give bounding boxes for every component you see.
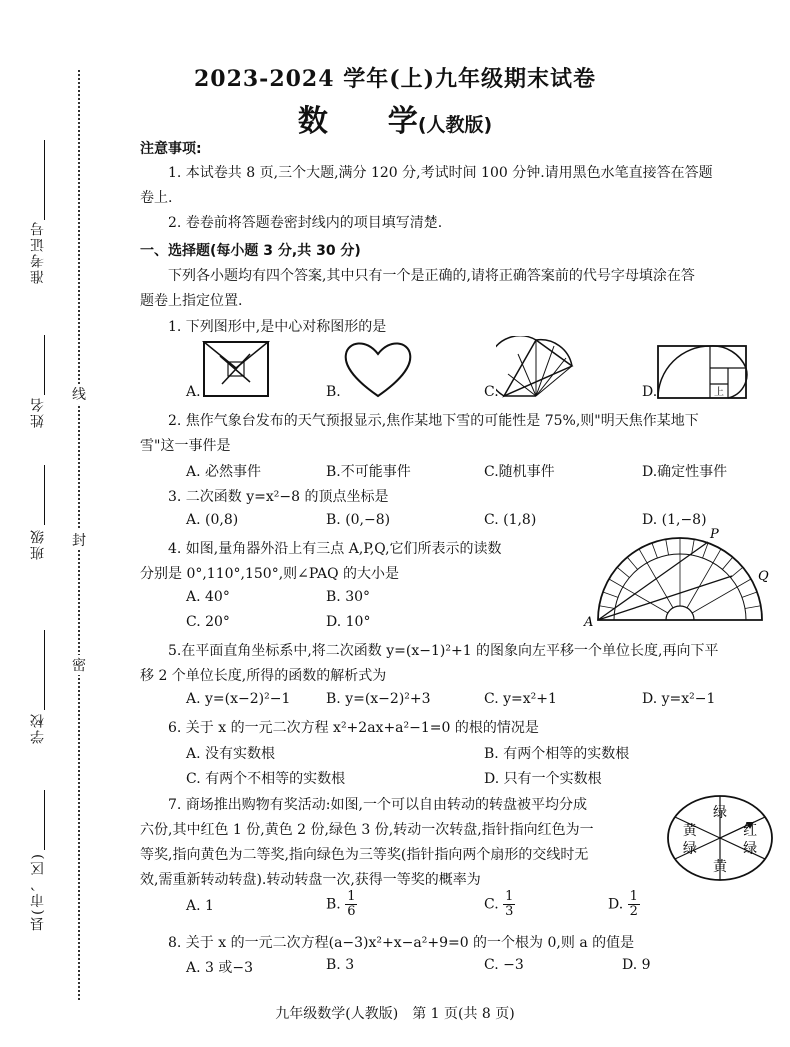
q7-spinner-figure (664, 792, 776, 884)
frac-den: 6 (347, 904, 356, 919)
q3-option-a: A. (0,8) (186, 512, 239, 528)
q1-figure-a (200, 340, 272, 398)
exam-no-label: 准考证号 (30, 220, 46, 284)
q2-option-c: C.随机事件 (484, 464, 555, 480)
q4-option-d: D. 10° (326, 614, 371, 630)
q4-option-b: B. 30° (326, 589, 371, 605)
q5-option-c: C. y=x²+1 (484, 691, 557, 707)
q2-stem-b: 雪"这一事件是 (140, 438, 231, 454)
q4-option-a: A. 40° (186, 589, 230, 605)
q6-option-b: B. 有两个相等的实数根 (484, 746, 630, 762)
q2-option-a: A. 必然事件 (186, 464, 262, 480)
q2-option-d: D.确定性事件 (642, 464, 728, 480)
seal-char-feng: 封 (70, 530, 88, 550)
q1-d-inner-label: 上 (714, 387, 724, 398)
q7-stem-c: 等奖,指向黄色为二等奖,指向绿色为三等奖(指针指向两个扇形的交线时无 (140, 847, 589, 863)
q8-option-a: A. 3 或−3 (186, 960, 254, 976)
spinner-sector-label: 黄 (682, 822, 697, 839)
protractor-tick (742, 592, 757, 597)
q6-stem: 6. 关于 x 的一元二次方程 x²+2ax+a²−1=0 的根的情况是 (168, 720, 539, 736)
frac-den: 2 (629, 904, 638, 919)
q6-option-d: D. 只有一个实数根 (484, 771, 602, 787)
spinner-sector-label: 绿 (682, 841, 697, 858)
q7-stem-a: 7. 商场推出购物有奖活动:如图,一个可以自由转动的转盘被平均分成 (168, 797, 587, 813)
protractor-tick (731, 567, 743, 577)
q7-option-d-letter: D. (608, 896, 624, 913)
q7-option-b-fraction (345, 890, 357, 919)
exam-no-blank (44, 140, 45, 220)
q7-option-d-fraction (628, 890, 640, 919)
q7-option-d (608, 890, 640, 919)
q4-option-c: C. 20° (186, 614, 230, 630)
q6-option-c: C. 有两个不相等的实数根 (186, 771, 346, 787)
protractor-tick (745, 606, 761, 609)
notes-item-2: 2. 卷卷前将答题卷密封线内的项目填写清楚. (168, 215, 443, 231)
frac-den: 3 (505, 904, 514, 919)
q8-stem: 8. 关于 x 的一元二次方程(a−3)x²+x−a²+9=0 的一个根为 0,则 a 的值是 (168, 935, 635, 951)
q7-option-c-letter: C. (484, 896, 499, 913)
q4-protractor-figure (580, 528, 780, 628)
spinner-sector-label: 黄 (713, 859, 727, 875)
protractor-tick (722, 557, 732, 569)
q1-stem: 1. 下列图形中,是中心对称图形的是 (168, 319, 387, 335)
spinner-divider (675, 838, 720, 859)
q7-option-c-fraction (503, 890, 515, 919)
spinner-sector-label: 绿 (713, 805, 727, 821)
frac-num: 1 (347, 889, 356, 904)
q5-option-d: D. y=x²−1 (642, 691, 716, 707)
line-ap (598, 542, 708, 620)
q1-figure-d-golden (656, 344, 748, 400)
page-footer: 九年级数学(人教版) 第 1 页(共 8 页) (275, 1006, 515, 1022)
subject-name: 数 学 (297, 104, 418, 139)
q4-stem-a: 4. 如图,量角器外沿上有三点 A,P,Q,它们所表示的读数 (168, 541, 502, 557)
seal-char-mi: 密 (70, 655, 88, 675)
school-label: 学校 (30, 712, 46, 744)
point-label-p: P (710, 528, 719, 542)
q5-option-b: B. y=(x−2)²+3 (326, 691, 431, 707)
section-intro-b: 题卷上指定位置. (140, 293, 243, 309)
class-label: 班级 (30, 528, 46, 560)
q1-option-b: B. (326, 384, 341, 400)
protractor-tick (652, 543, 657, 558)
protractor-tick (627, 557, 637, 569)
protractor-tick (666, 539, 669, 555)
q4-stem-b: 分别是 0°,110°,150°,则∠PAQ 的大小是 (140, 566, 400, 582)
q8-option-c: C. −3 (484, 957, 524, 973)
name-blank (44, 335, 45, 395)
q7-option-c (484, 890, 515, 919)
q1-option-a: A. (186, 384, 201, 400)
q8-option-b: B. 3 (326, 957, 355, 973)
q1-option-c: C. (484, 384, 499, 400)
q5-stem-a: 5.在平面直角坐标系中,将二次函数 y=(x−1)²+1 的图象向左平移一个单位长度,再向下平 (168, 643, 719, 659)
q7-option-b-letter: B. (326, 896, 341, 913)
point-label-a: A (584, 615, 594, 628)
protractor-tick (617, 567, 629, 577)
q5-stem-b: 移 2 个单位长度,所得的函数的解析式为 (140, 668, 387, 684)
q7-stem-b: 六份,其中红色 1 份,黄色 2 份,绿色 3 份,转动一次转盘,指针指向红色为一 (140, 822, 594, 838)
q1-figure-b-heart (342, 338, 414, 400)
q3-option-b: B. (0,−8) (326, 512, 391, 528)
point-label-q: Q (758, 569, 769, 584)
q1-figure-c-fan (496, 336, 576, 398)
spinner-sector-label: 红 (743, 822, 758, 839)
spinner-sector-label: 绿 (743, 841, 758, 858)
q2-option-b: B.不可能事件 (326, 464, 411, 480)
q5-option-a: A. y=(x−2)²−1 (186, 691, 291, 707)
q1-option-d: D. (642, 384, 658, 400)
class-blank (44, 465, 45, 525)
school-blank (44, 630, 45, 710)
protractor-tick (603, 592, 618, 597)
q8-option-d: D. 9 (622, 957, 651, 973)
notes-heading: 注意事项: (140, 141, 202, 157)
q2-stem-a: 2. 焦作气象台发布的天气预报显示,焦作某地下雪的可能性是 75%,则"明天焦作某地下 (168, 413, 699, 429)
protractor-tick (599, 606, 615, 609)
county-label: 县(市、区) (30, 852, 46, 931)
county-blank (44, 790, 45, 850)
line-aq (598, 576, 732, 620)
q3-stem: 3. 二次函数 y=x²−8 的顶点坐标是 (168, 489, 389, 505)
seal-char-xian: 线 (70, 384, 88, 404)
frac-num: 1 (505, 889, 514, 904)
name-label: 姓名 (30, 396, 46, 428)
q7-option-a: A. 1 (186, 898, 214, 914)
q7-stem-d: 效,需重新转动转盘).转动转盘一次,获得一等奖的概率为 (140, 872, 481, 888)
exam-title: 2023-2024 学年(上)九年级期末试卷 (193, 66, 597, 92)
q3-option-d: D. (1,−8) (642, 512, 707, 528)
q7-option-b (326, 890, 357, 919)
notes-item-1a: 1. 本试卷共 8 页,三个大题,满分 120 分,考试时间 100 分钟.请用黑色水笔直接答在答题 (168, 165, 713, 181)
q6-option-a: A. 没有实数根 (186, 746, 276, 762)
section-heading: 一、选择题(每小题 3 分,共 30 分) (140, 243, 361, 259)
subject-edition: (人教版) (417, 114, 493, 136)
protractor (598, 538, 762, 620)
q3-option-c: C. (1,8) (484, 512, 537, 528)
section-intro-a: 下列各小题均有四个答案,其中只有一个是正确的,请将正确答案前的代号字母填涂在答 (168, 268, 695, 284)
exam-subject (0, 96, 790, 140)
notes-item-1b: 卷上. (140, 190, 173, 206)
frac-num: 1 (629, 889, 638, 904)
